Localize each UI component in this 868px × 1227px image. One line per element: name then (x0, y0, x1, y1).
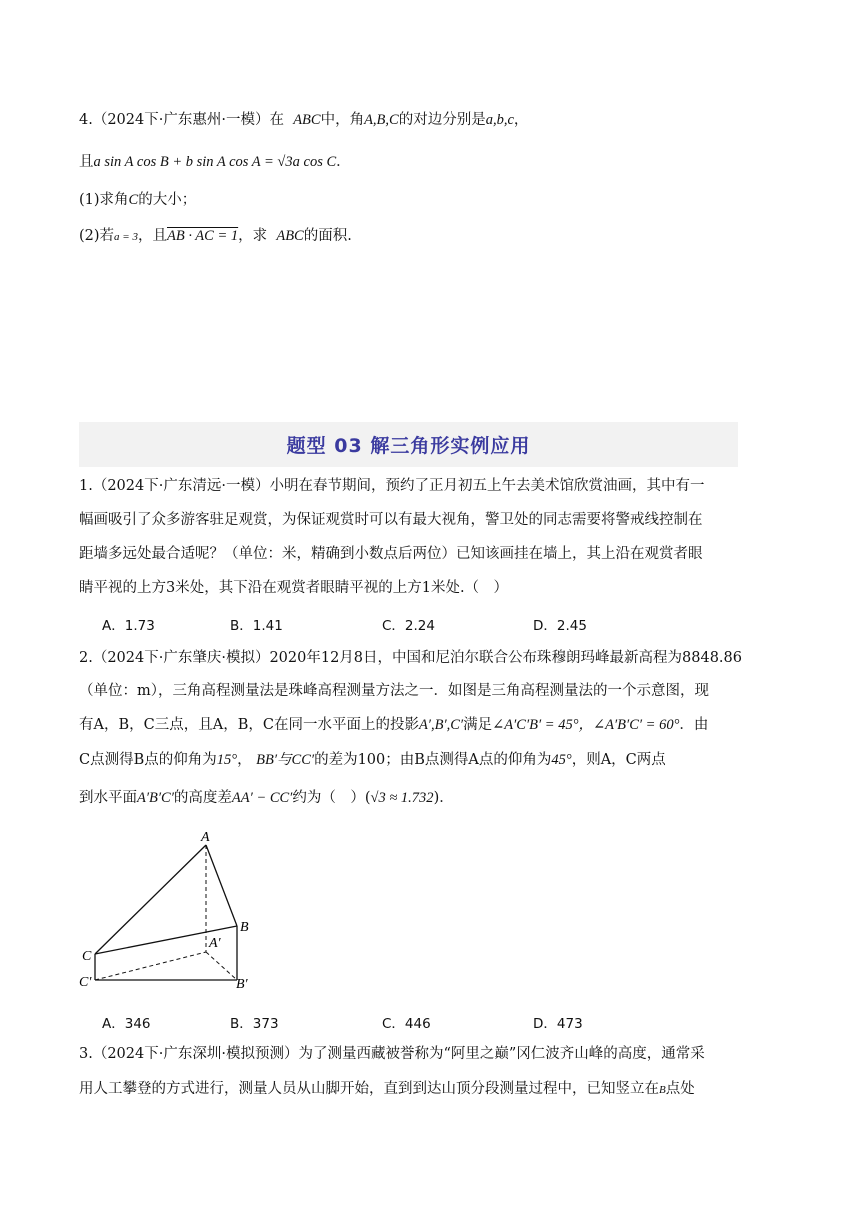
p2-option-d[interactable]: D．473 (533, 1016, 583, 1032)
q4-part-1: (1)求角C的大小； (79, 192, 197, 208)
p2-line-1: 2.（2024下·广东肇庆·模拟）2020年12月8日，中国和尼泊尔联合公布珠穆朗玛峰最新高程为8848.86 (79, 650, 742, 666)
p2-option-b[interactable]: B．373 (230, 1016, 279, 1032)
p3-line-2: 用人工攀登的方式进行，测量人员从山脚开始，直到到达山顶分段测量过程中，已知竖立在B点处 (79, 1081, 695, 1097)
p2-line-3: 有A，B，C三点，且A，B，C在同一水平面上的投影A′,B′,C′满足∠A′C′B′ = 45°，∠A′B′C′ = 60°．由 (79, 717, 709, 733)
p1-option-c[interactable]: C．2.24 (382, 618, 435, 634)
q4-line-2: 且a sin A cos B + b sin A cos A = √3a cos C． (79, 154, 351, 170)
q4-vector-product: AB · AC = 1 (166, 228, 239, 244)
p1-option-b[interactable]: B．1.41 (230, 618, 283, 634)
p2-option-c[interactable]: C．446 (382, 1016, 431, 1032)
label-c: C (82, 949, 92, 964)
p2-line-5: 到水平面A′B′C′的高度差AA′ − CC′约为（ ）(√3 ≈ 1.732)． (79, 790, 454, 806)
edge-apbp (206, 952, 237, 980)
edge-cpap (95, 952, 206, 980)
label-b-prime: B′ (236, 977, 248, 992)
triangulation-figure (75, 825, 265, 1000)
p1-option-a[interactable]: A．1.73 (102, 618, 155, 634)
p1-line-3: 距墙多远处最合适呢？（单位：米，精确到小数点后两位）已知该画挂在墙上，其上沿在观赏者眼 (79, 546, 703, 562)
p1-line-2: 幅画吸引了众多游客驻足观赏，为保证观赏时可以有最大视角，警卫处的同志需要将警戒线控制在 (79, 512, 703, 528)
p1-option-d[interactable]: D．2.45 (533, 618, 587, 634)
section-header (79, 422, 738, 467)
p3-line-1: 3.（2024下·广东深圳·模拟预测）为了测量西藏被誉称为“阿里之巅”冈仁波齐山峰的高度，通常采 (79, 1046, 705, 1062)
label-c-prime: C′ (79, 975, 92, 990)
q4-line-1: 4.（2024下·广东惠州·一模）在 ABC中，角A,B,C的对边分别是a,b,c， (79, 112, 529, 128)
p1-line-4: 睛平视的上方3米处，其下沿在观赏者眼睛平视的上方1米处.（ ） (79, 580, 509, 596)
p2-line-4: C点测得B点的仰角为15°， BB′与CC′的差为100；由B点测得A点的仰角为45°，则A，C两点 (79, 752, 666, 768)
edge-ab (206, 845, 237, 926)
label-a: A (201, 830, 210, 845)
p2-option-a[interactable]: A．346 (102, 1016, 151, 1032)
label-a-prime: A′ (209, 936, 221, 951)
p1-line-1: 1.（2024下·广东清远·一模）小明在春节期间，预约了正月初五上午去美术馆欣赏油画，其中有一 (79, 478, 705, 494)
q4-part-2: (2)若a = 3，且AB · AC = 1，求 ABC的面积. (79, 228, 352, 244)
edge-ca (95, 845, 206, 954)
q4-condition-math: a sin A cos B + b sin A cos A = √3a cos C (93, 154, 337, 170)
p2-line-2: （单位：m），三角高程测量法是珠峰高程测量方法之一．如图是三角高程测量法的一个示意图，现 (79, 683, 709, 699)
section-title: 题型 03 解三角形实例应用 (286, 435, 531, 457)
label-b: B (240, 920, 249, 935)
